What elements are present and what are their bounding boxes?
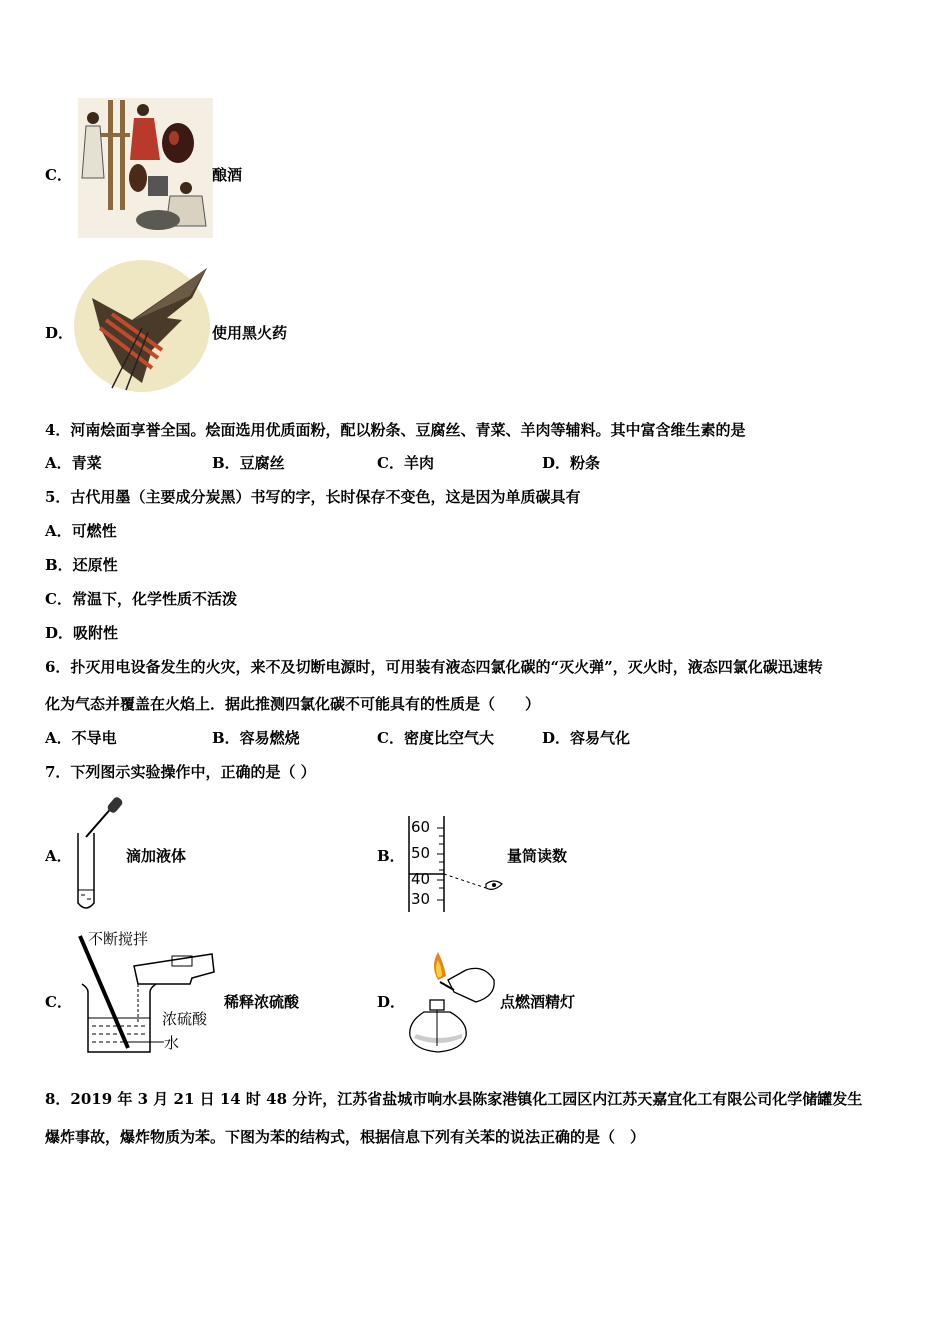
q7-option-b-letter: B． [377, 847, 405, 865]
black-gunpowder-rocket-illustration [72, 258, 212, 394]
graduated-cylinder-reading-diagram [404, 812, 508, 916]
q6-option-c: C．密度比空气大 [377, 729, 494, 747]
q7-option-d-letter: D． [377, 993, 406, 1011]
q7-option-c-letter: C． [45, 993, 72, 1011]
cylinder-tick-60: 60 [411, 818, 431, 836]
diluting-sulfuric-acid-diagram [72, 926, 224, 1056]
question-8-stem-line-2: 爆炸事故，爆炸物质为苯。下图为苯的结构式，根据信息下列有关苯的说法正确的是（ ） [45, 1128, 646, 1146]
option-c-text: 酿酒 [212, 166, 243, 184]
cylinder-tick-40: 40 [411, 870, 431, 888]
cylinder-tick-50: 50 [411, 844, 431, 862]
option-c-letter: C． [45, 166, 72, 184]
q4-option-c: C．羊肉 [377, 454, 434, 472]
q6-option-d: D．容易气化 [542, 729, 631, 747]
q7-option-a-letter: A． [45, 847, 72, 865]
wine-brewing-illustration [78, 98, 213, 238]
q5-option-b: B．还原性 [45, 556, 118, 574]
q4-option-b: B．豆腐丝 [212, 454, 285, 472]
stir-label: 不断搅拌 [88, 930, 149, 948]
question-7-stem: 7．下列图示实验操作中，正确的是（ ） [45, 763, 316, 781]
cylinder-tick-30: 30 [411, 890, 431, 908]
option-d-text: 使用黑火药 [212, 324, 288, 342]
q4-option-a: A．青菜 [45, 454, 102, 472]
q7-option-c-text: 稀释浓硫酸 [224, 993, 300, 1011]
q7-option-d-text: 点燃酒精灯 [500, 993, 576, 1011]
q5-option-a: A．可燃性 [45, 522, 117, 540]
q7-option-b-text: 量筒读数 [507, 847, 568, 865]
option-d-letter: D． [45, 324, 74, 342]
q5-option-c: C．常温下，化学性质不活泼 [45, 590, 237, 608]
q7-option-a-text: 滴加液体 [126, 847, 187, 865]
question-6-stem-line-2: 化为气态并覆盖在火焰上．据此推测四氯化碳不可能具有的性质是（ ） [45, 695, 541, 713]
water-label: 水 [164, 1034, 180, 1052]
acid-label: 浓硫酸 [162, 1010, 208, 1028]
lighting-alcohol-lamp-diagram [404, 950, 500, 1056]
q4-option-d: D．粉条 [542, 454, 601, 472]
question-6-stem-line-1: 6．扑灭用电设备发生的火灾，来不及切断电源时，可用装有液态四氯化碳的“灭火弹”，灭火时，液态四氯化碳迅速转 [45, 658, 823, 676]
dropper-test-tube-diagram [70, 795, 128, 913]
question-8-stem-line-1: 8．2019 年 3 月 21 日 14 时 48 分许，江苏省盐城市响水县陈家港镇化工园区内江苏天嘉宜化工有限公司化学储罐发生 [45, 1090, 863, 1108]
q6-option-b: B．容易燃烧 [212, 729, 300, 747]
question-5-stem: 5．古代用墨（主要成分炭黑）书写的字，长时保存不变色，这是因为单质碳具有 [45, 488, 581, 506]
q6-option-a: A．不导电 [45, 729, 117, 747]
question-4-stem: 4．河南烩面享誉全国。烩面选用优质面粉，配以粉条、豆腐丝、青菜、羊肉等辅料。其中富含维生素的是 [45, 421, 746, 439]
q5-option-d: D．吸附性 [45, 624, 119, 642]
